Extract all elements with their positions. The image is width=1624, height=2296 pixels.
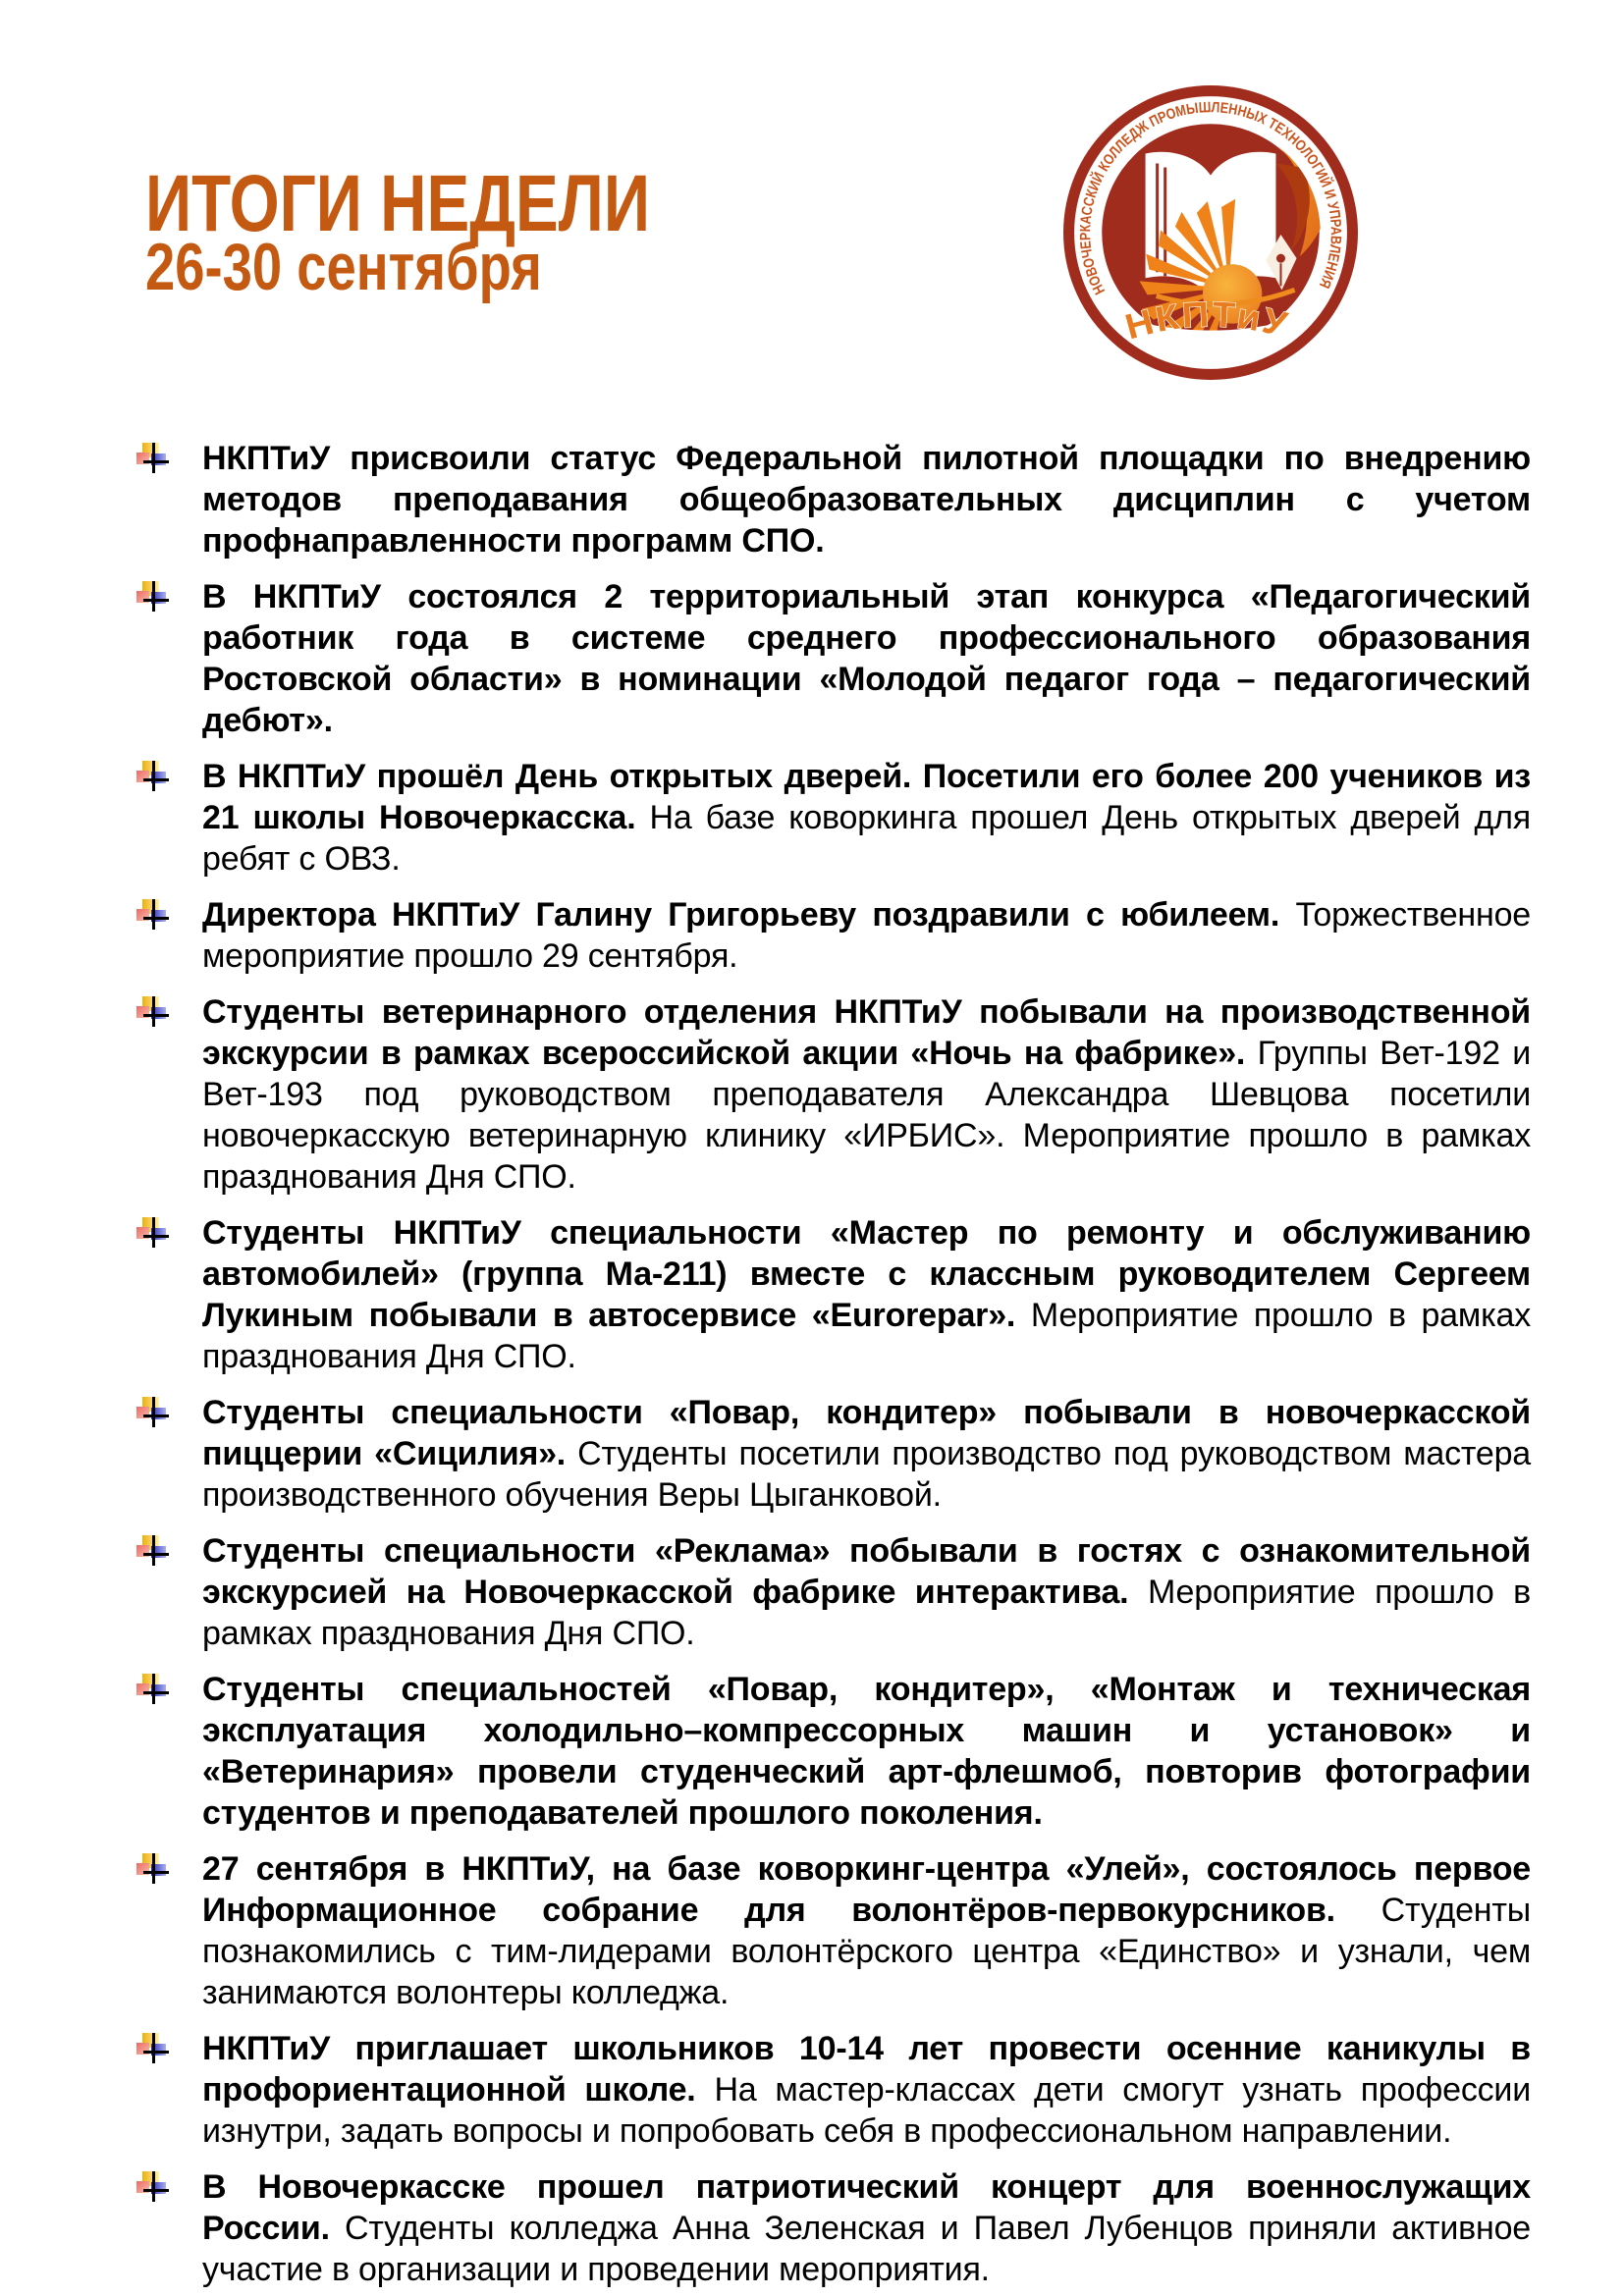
news-list xyxy=(136,438,1531,2296)
news-item xyxy=(136,991,1531,1198)
colored-cross-bullet-icon xyxy=(136,1397,170,1428)
news-item-lead: НКПТиУ присвоили статус Федеральной пилотной площадки по внедрению методов преподавания общеобразовательных дисциплин с учетом профнаправленности программ СПО. xyxy=(202,440,1531,560)
news-item xyxy=(136,2166,1531,2290)
news-item xyxy=(136,1212,1531,1377)
news-item-lead: 27 сентября в НКПТиУ, на базе коворкинг-центра «Улей», состоялось первое Информационное собрание для волонтёров-первокурсников. xyxy=(202,1850,1531,1929)
page-title: ИТОГИ НЕДЕЛИ xyxy=(145,158,650,248)
news-item-lead: Студенты специальности «Повар, кондитер» побывали в новочеркасской пиццерии «Сицилия». xyxy=(202,1394,1531,1472)
news-item-body: Группы Вет-192 и Вет-193 под руководством преподавателя Александра Шевцова посетили новочеркасскую ветеринарную клинику «ИРБИС». Мероприятие прошло в рамках празднования Дня СПО. xyxy=(202,1035,1531,1196)
news-item-body: Студенты колледжа Анна Зеленская и Павел Лубенцов приняли активное участие в организации и проведении мероприятия. xyxy=(202,2210,1532,2288)
logo-ring-label: НОВОЧЕРКАССКИЙ КОЛЛЕДЖ ПРОМЫШЛЕННЫХ ТЕХНОЛОГИЙ И УПРАВЛЕНИЯ xyxy=(1077,98,1344,297)
college-logo-icon xyxy=(1062,84,1359,381)
news-item-lead: Студенты ветеринарного отделения НКПТиУ побывали на производственной экскурсии в рамках всероссийской акции «Ночь на фабрике». xyxy=(202,993,1531,1072)
colored-cross-bullet-icon xyxy=(136,996,170,1028)
news-item-body: На мастер-классах дети смогут узнать профессии изнутри, задать вопросы и попробовать себя в профессиональном направлении. xyxy=(202,2071,1531,2150)
news-item xyxy=(136,1392,1531,1516)
news-item-body: Торжественное мероприятие прошло 29 сентября. xyxy=(202,896,1532,975)
news-item xyxy=(136,894,1531,977)
news-item xyxy=(136,2028,1531,2152)
news-item xyxy=(136,1848,1531,2013)
news-item xyxy=(136,438,1531,561)
news-item-lead: Студенты НКПТиУ специальности «Мастер по ремонту и обслуживанию автомобилей» (группа Ма-211) вместе с классным руководителем Сергеем Лукиным побывали в автосервисе «Eurorepar». xyxy=(202,1214,1531,1334)
colored-cross-bullet-icon xyxy=(136,899,170,931)
colored-cross-bullet-icon xyxy=(136,1217,170,1249)
news-item xyxy=(136,756,1531,880)
news-item-lead: Студенты специальности «Реклама» побывали в гостях с ознакомительной экскурсией на Новочеркасской фабрике интерактива. xyxy=(202,1532,1531,1611)
news-item xyxy=(136,576,1531,741)
news-item-lead: В НКПТиУ прошёл День открытых дверей. Посетили его более 200 учеников из 21 школы Новочеркасска. xyxy=(202,758,1531,836)
news-item-lead: В НКПТиУ состоялся 2 территориальный этап конкурса «Педагогический работник года в системе среднего профессионального образования Ростовской области» в номинации «Молодой педагог года – педагогический дебют». xyxy=(202,578,1531,739)
news-item xyxy=(136,1530,1531,1654)
colored-cross-bullet-icon xyxy=(136,2171,170,2203)
news-item-lead: Студенты специальностей «Повар, кондитер», «Монтаж и техническая эксплуатация холодильно–компрессорных машин и установок» и «Ветеринария» провели студенческий арт-флешмоб, повторив фотографии студентов и преподавателей прошлого поколения. xyxy=(202,1671,1531,1832)
colored-cross-bullet-icon xyxy=(136,443,170,474)
colored-cross-bullet-icon xyxy=(136,1674,170,1705)
news-item-body: Мероприятие прошло в рамках празднования Дня СПО. xyxy=(202,1297,1531,1375)
colored-cross-bullet-icon xyxy=(136,2033,170,2064)
page-subtitle: 26-30 сентября xyxy=(145,230,542,304)
news-item-lead: В Новочеркасске прошел патриотический концерт для военнослужащих России. xyxy=(202,2168,1531,2247)
news-item-body: Мероприятие прошло в рамках празднования Дня СПО. xyxy=(202,1574,1531,1652)
logo-acronym-label: НКПТиУ xyxy=(1120,294,1292,347)
news-item-body: Студенты посетили производство под руководством мастера производственного обучения Веры Цыганковой. xyxy=(202,1435,1531,1514)
news-item xyxy=(136,1669,1531,1834)
news-item-lead: Директора НКПТиУ Галину Григорьеву поздравили с юбилеем. xyxy=(202,896,1280,934)
colored-cross-bullet-icon xyxy=(136,761,170,792)
news-item-body: На базе коворкинга прошел День открытых дверей для ребят с ОВЗ. xyxy=(202,799,1531,878)
news-item-lead: НКПТиУ приглашает школьников 10-14 лет провести осенние каникулы в профориентационной школе. xyxy=(202,2030,1531,2109)
colored-cross-bullet-icon xyxy=(136,581,170,613)
colored-cross-bullet-icon xyxy=(136,1535,170,1567)
colored-cross-bullet-icon xyxy=(136,1853,170,1885)
news-item-body: Студенты познакомились с тим-лидерами волонтёрского центра «Единство» и узнали, чем занимаются волонтеры колледжа. xyxy=(202,1892,1531,2011)
